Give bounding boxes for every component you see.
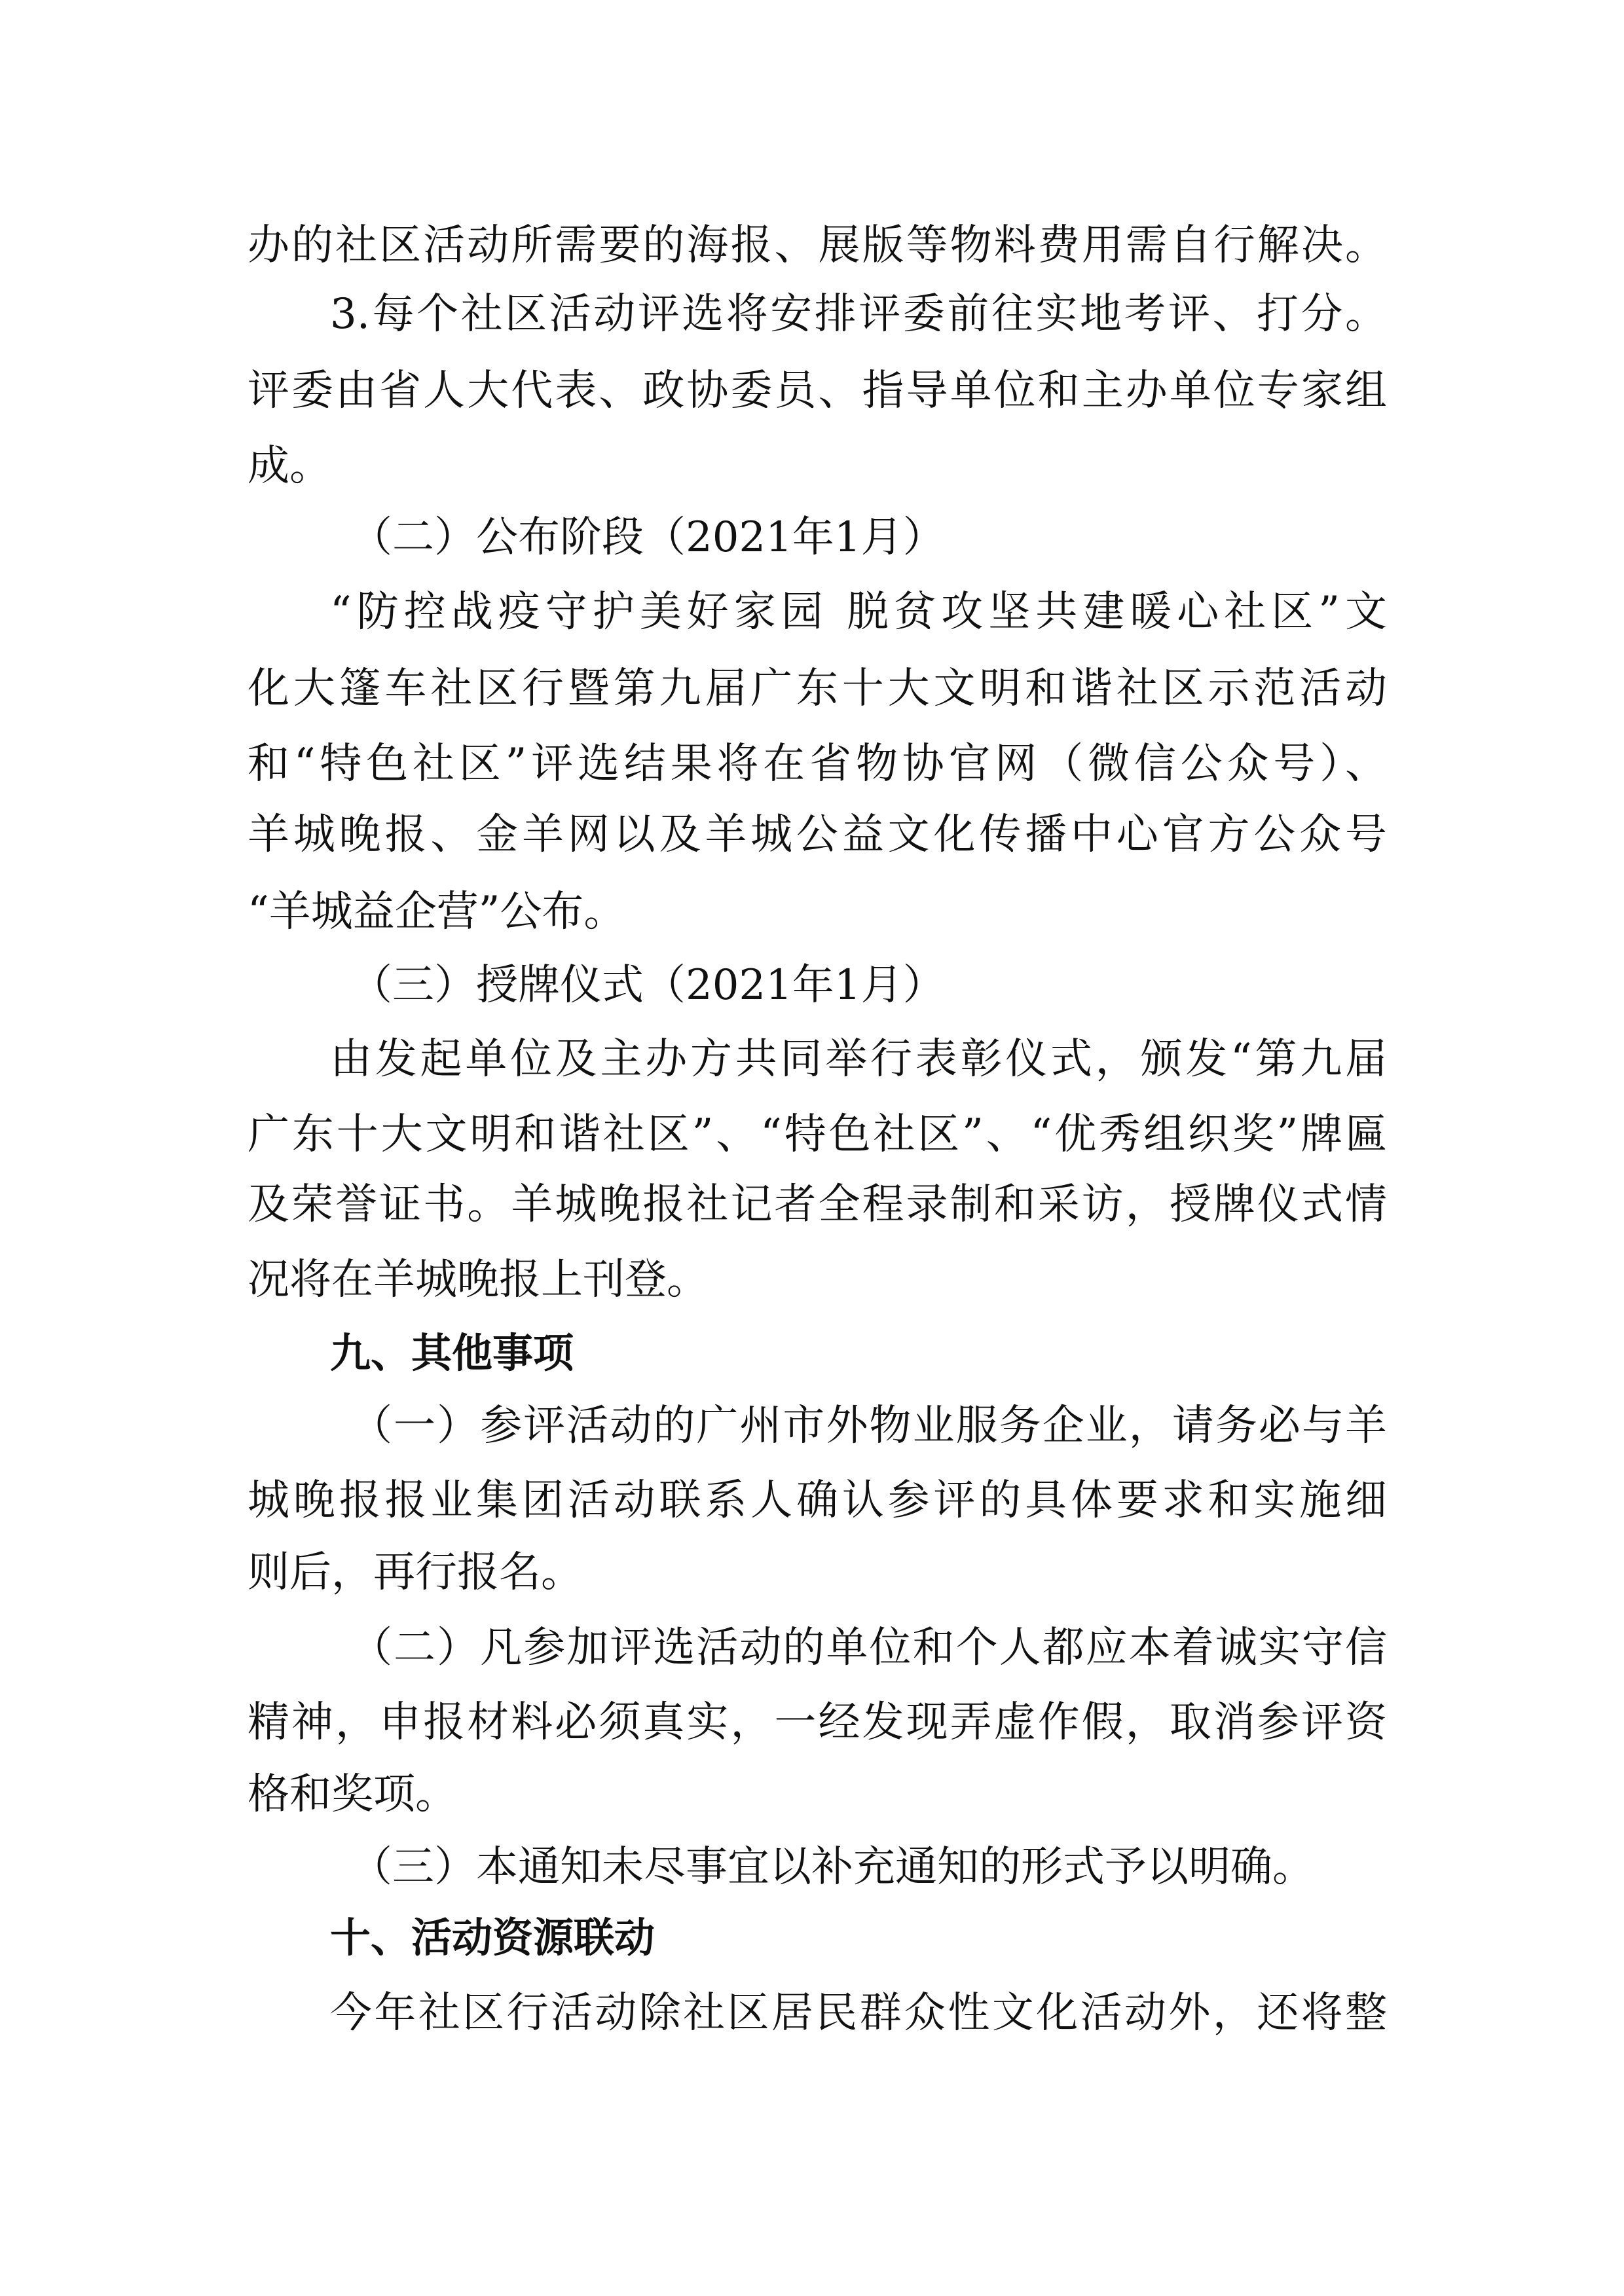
paragraph-line-17: （二）凡参加评选活动的单位和个人都应本着诚实守信 (350, 1624, 1387, 1672)
paragraph-line-7: 和“特色社区”评选结果将在省物协官网（微信公众号）、 (248, 740, 1387, 788)
paragraph-line-8: 羊城晚报、金羊网以及羊城公益文化传播中心官方公众号 (248, 811, 1387, 859)
paragraph-line-6: 化大篷车社区行暨第九届广东十大文明和谐社区示范活动 (248, 665, 1387, 713)
paragraph-line-9: “羊城益企营”公布。 (248, 888, 626, 936)
section-subheading-announcement: （二）公布阶段（2021年1月） (350, 513, 945, 562)
paragraph-line-19: 格和奖项。 (248, 1770, 457, 1819)
paragraph-line-21: 今年社区行活动除社区居民群众性文化活动外，还将整 (330, 1989, 1387, 2037)
paragraph-line-15: 城晚报报业集团活动联系人确认参评的具体要求和实施细 (248, 1476, 1387, 1525)
paragraph-line-13: 况将在羊城晚报上刊登。 (248, 1256, 709, 1304)
section-heading-other-matters: 九、其他事项 (330, 1329, 574, 1377)
paragraph-line-14: （一）参评活动的广州市外物业服务企业，请务必与羊 (350, 1402, 1387, 1450)
paragraph-line-20: （三）本通知未尽事宜以补充通知的形式予以明确。 (350, 1843, 1314, 1891)
paragraph-line-5: “防控战疫守护美好家园 脱贫攻坚共建暖心社区”文 (330, 588, 1387, 636)
paragraph-line-12: 及荣誉证书。羊城晚报社记者全程录制和采访，授牌仪式情 (248, 1180, 1387, 1229)
paragraph-line-2: 3.每个社区活动评选将安排评委前往实地考评、打分。 (330, 290, 1387, 338)
paragraph-line-11: 广东十大文明和谐社区”、“特色社区”、“优秀组织奖”牌匾 (248, 1110, 1387, 1159)
paragraph-line-16: 则后，再行报名。 (248, 1548, 583, 1597)
paragraph-line-10: 由发起单位及主办方共同举行表彰仪式，颁发“第九届 (330, 1035, 1387, 1084)
paragraph-line-18: 精神，申报材料必须真实，一经发现弄虚作假，取消参评资 (248, 1698, 1387, 1747)
paragraph-line-1: 办的社区活动所需要的海报、展版等物料费用需自行解决。 (248, 221, 1387, 270)
paragraph-line-4: 成。 (248, 442, 331, 490)
paragraph-line-3: 评委由省人大代表、政协委员、指导单位和主办单位专家组 (248, 367, 1387, 415)
section-subheading-awarding: （三）授牌仪式（2021年1月） (350, 961, 945, 1010)
section-heading-resource-linkage: 十、活动资源联动 (330, 1914, 655, 1961)
